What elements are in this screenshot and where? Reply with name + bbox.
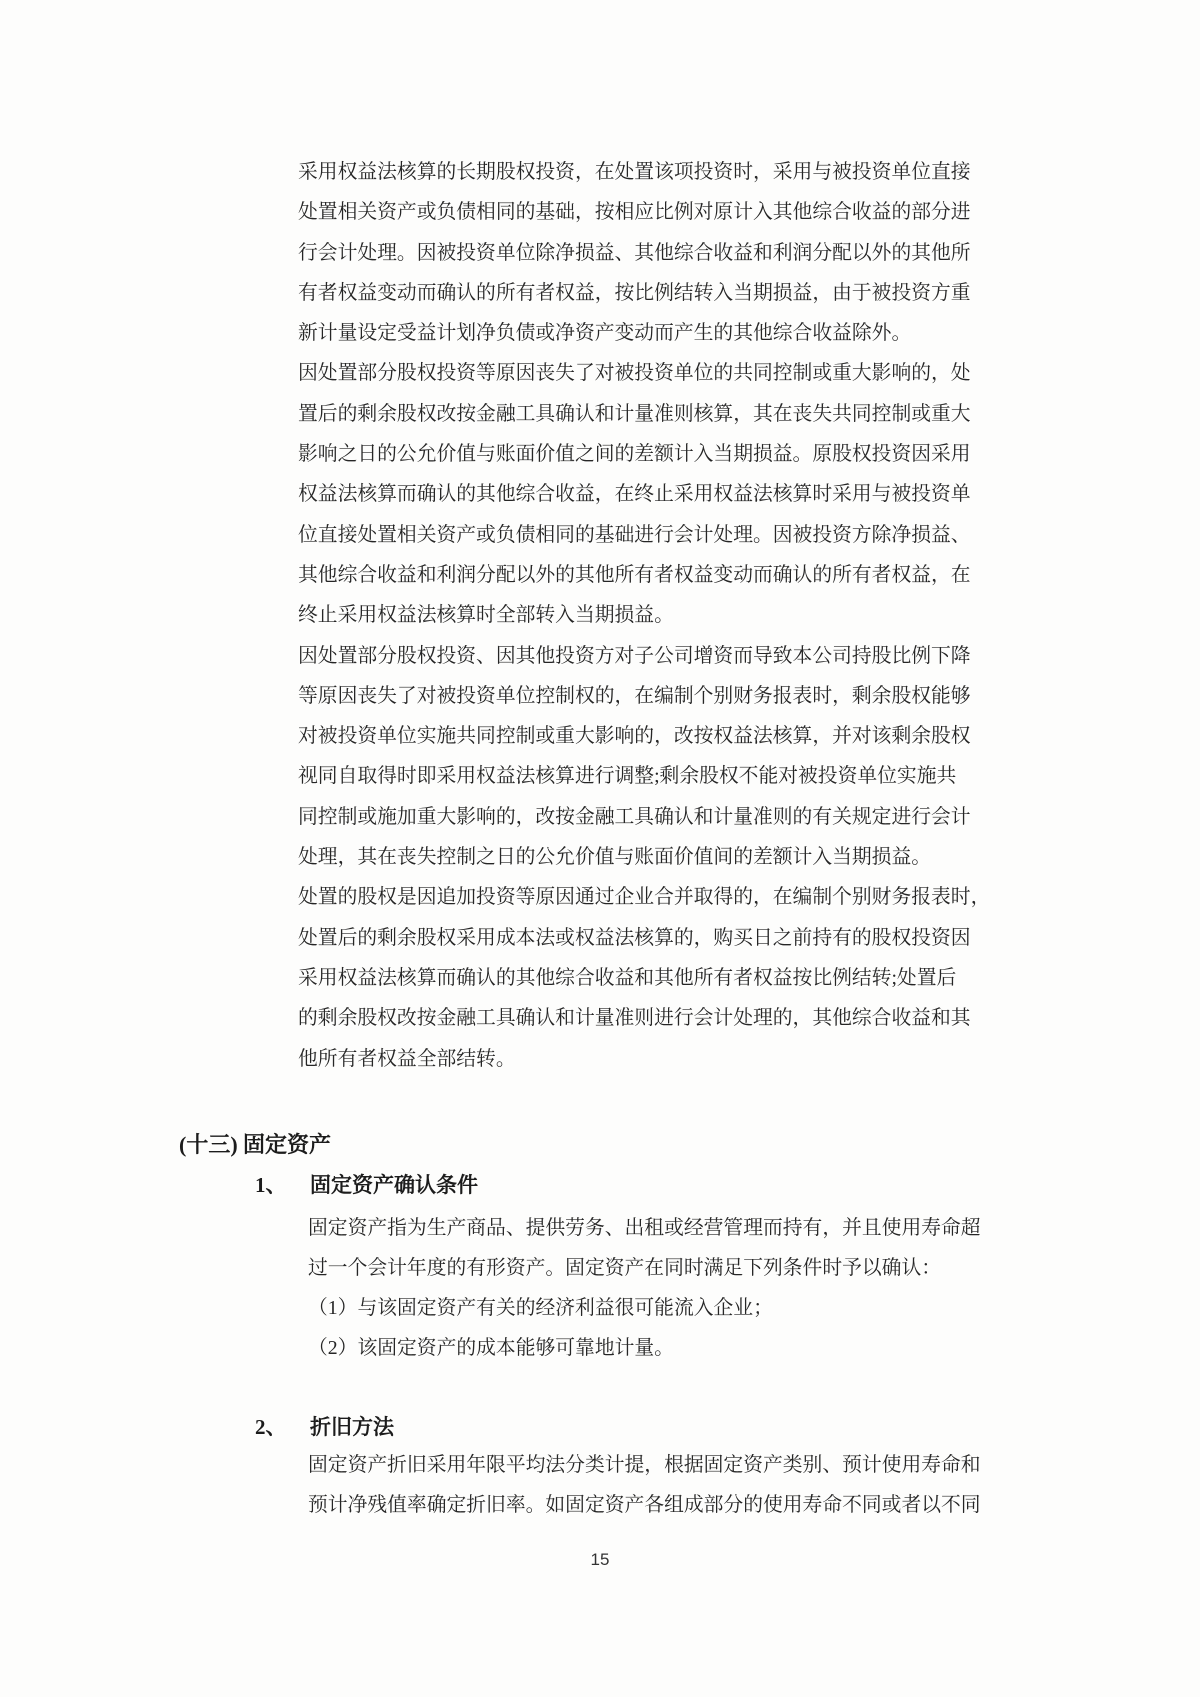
text-line: 的剩余股权改按金融工具确认和计量准则进行会计处理的，其他综合收益和其	[298, 1007, 971, 1030]
text-line: （1）与该固定资产有关的经济利益很可能流入企业；	[308, 1297, 773, 1319]
text-line: 处置相关资产或负债相同的基础，按相应比例对原计入其他综合收益的部分进	[298, 201, 971, 224]
text-line: 有者权益变动而确认的所有者权益，按比例结转入当期损益，由于被投资方重	[298, 281, 971, 304]
text-line: 视同自取得时即采用权益法核算进行调整;剩余股权不能对被投资单位实施共	[298, 765, 957, 788]
text-line: 行会计处理。因被投资单位除净损益、其他综合收益和利润分配以外的其他所	[298, 241, 971, 264]
subsection-number: 1、	[255, 1173, 287, 1197]
text-line: 其他综合收益和利润分配以外的其他所有者权益变动而确认的所有者权益，在	[298, 563, 971, 586]
text-line: 同控制或施加重大影响的，改按金融工具确认和计量准则的有关规定进行会计	[298, 805, 971, 828]
text-line: 预计净残值率确定折旧率。如固定资产各组成部分的使用寿命不同或者以不同	[308, 1494, 981, 1516]
text-line: 固定资产指为生产商品、提供劳务、出租或经营管理而持有，并且使用寿命超	[308, 1217, 981, 1239]
subsection-number: 2、	[255, 1415, 287, 1439]
text-line: 对被投资单位实施共同控制或重大影响的，改按权益法核算，并对该剩余股权	[298, 725, 971, 748]
page-number: 15	[590, 1550, 610, 1569]
text-line: 新计量设定受益计划净负债或净资产变动而产生的其他综合收益除外。	[298, 322, 912, 345]
text-line: 因处置部分股权投资、因其他投资方对子公司增资而导致本公司持股比例下降	[298, 644, 971, 667]
subsection-heading-2	[255, 1413, 394, 1441]
section-title: 固定资产	[243, 1132, 332, 1157]
text-line: 等原因丧失了对被投资单位控制权的，在编制个别财务报表时，剩余股权能够	[298, 684, 971, 707]
text-line: 位直接处置相关资产或负债相同的基础进行会计处理。因被投资方除净损益、	[298, 523, 971, 546]
body-paragraphs	[298, 152, 991, 1079]
section-heading	[179, 1130, 331, 1160]
text-line: 固定资产折旧采用年限平均法分类计提，根据固定资产类别、预计使用寿命和	[308, 1454, 981, 1476]
text-line: 处理，其在丧失控制之日的公允价值与账面价值间的差额计入当期损益。	[298, 846, 932, 869]
text-line: 过一个会计年度的有形资产。固定资产在同时满足下列条件时予以确认：	[308, 1257, 942, 1279]
subsection-title: 折旧方法	[310, 1415, 394, 1439]
text-line: 因处置部分股权投资等原因丧失了对被投资单位的共同控制或重大影响的，处	[298, 362, 971, 385]
text-line: 采用权益法核算的长期股权投资，在处置该项投资时，采用与被投资单位直接	[298, 161, 971, 183]
subsection-body-1	[308, 1208, 981, 1368]
subsection-heading-1	[255, 1171, 478, 1199]
text-line: 影响之日的公允价值与账面价值之间的差额计入当期损益。原股权投资因采用	[298, 443, 971, 466]
section-number: (十三)	[179, 1132, 238, 1157]
text-line: （2）该固定资产的成本能够可靠地计量。	[308, 1337, 674, 1359]
subsection-body-2	[308, 1445, 981, 1525]
text-line: 处置后的剩余股权采用成本法或权益法核算的，购买日之前持有的股权投资因	[298, 926, 971, 949]
text-line: 权益法核算而确认的其他综合收益，在终止采用权益法核算时采用与被投资单	[298, 483, 971, 506]
text-line: 终止采用权益法核算时全部转入当期损益。	[298, 604, 674, 627]
text-line: 采用权益法核算而确认的其他综合收益和其他所有者权益按比例结转;处置后	[298, 966, 957, 989]
subsection-title: 固定资产确认条件	[310, 1173, 478, 1197]
text-line: 他所有者权益全部结转。	[298, 1047, 516, 1070]
text-line: 处置的股权是因追加投资等原因通过企业合并取得的，在编制个别财务报表时，	[298, 886, 991, 909]
text-line: 置后的剩余股权改按金融工具确认和计量准则核算，其在丧失共同控制或重大	[298, 402, 971, 425]
